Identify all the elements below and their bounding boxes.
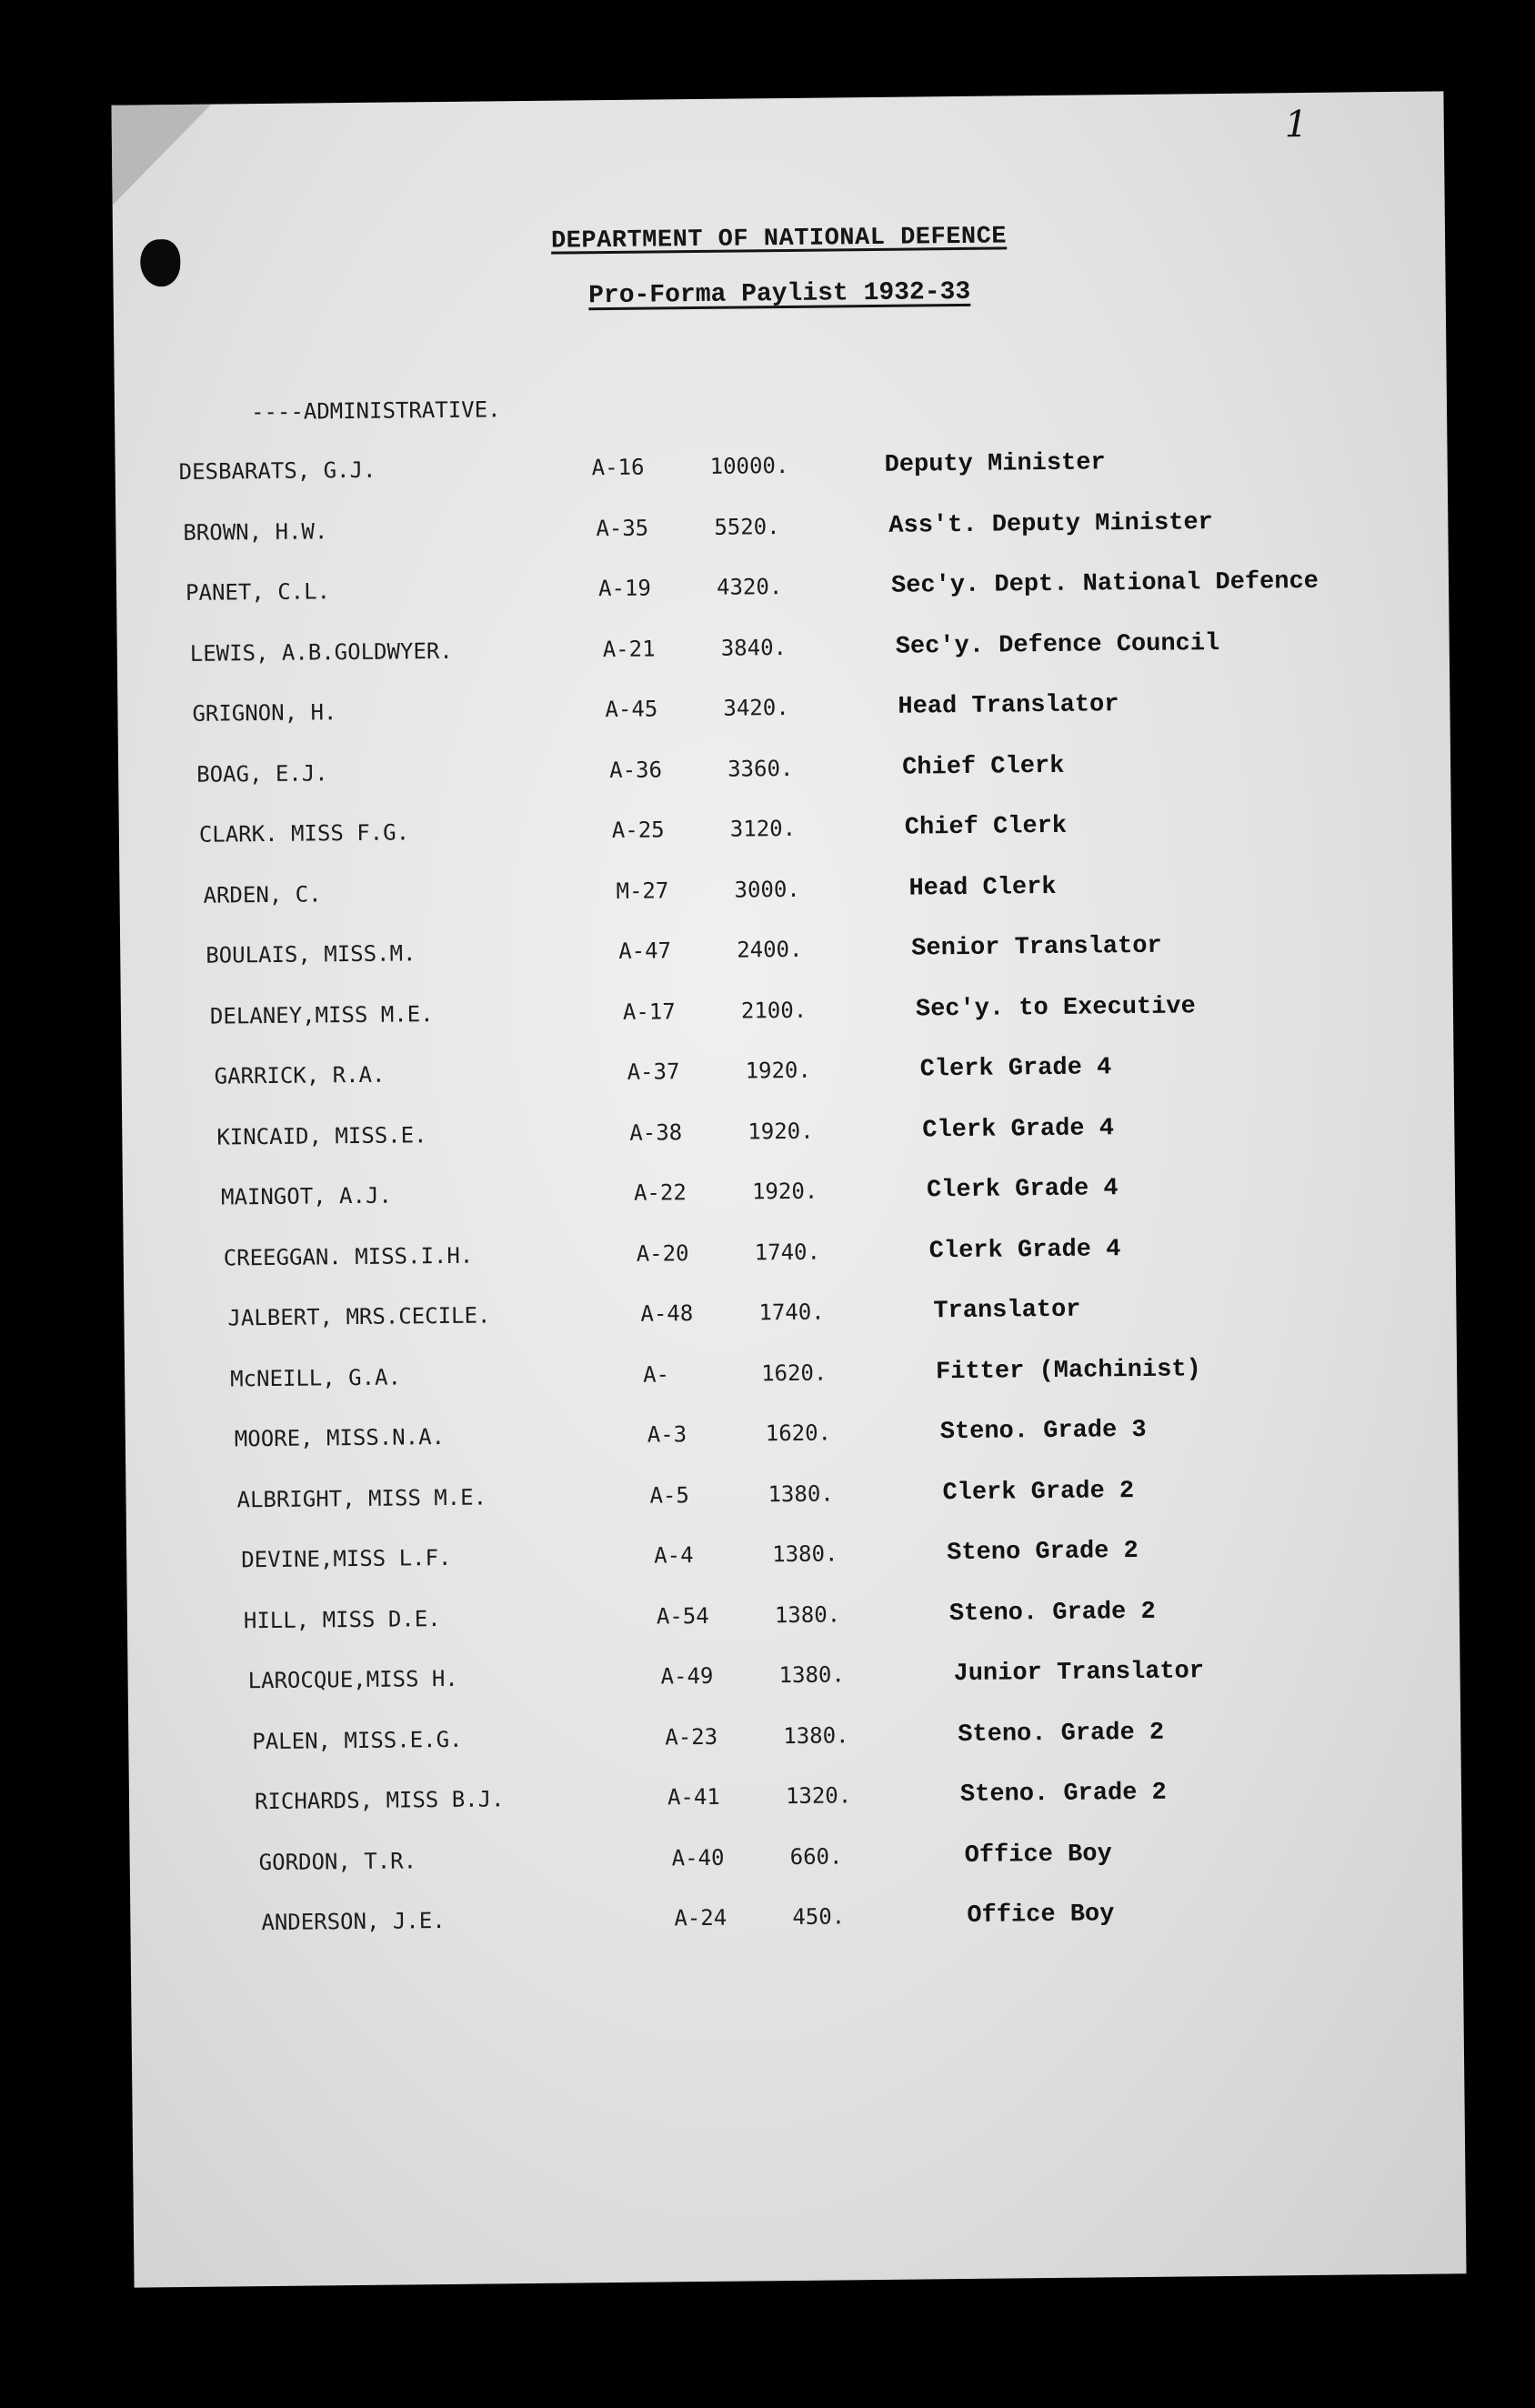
employee-name: PANET, C.L. [185, 578, 331, 606]
employee-name: GRIGNON, H. [192, 699, 337, 727]
employee-salary: 10000. [709, 452, 789, 479]
employee-position: Office Boy [967, 1901, 1115, 1930]
employee-position: Steno. Grade 2 [958, 1719, 1165, 1749]
employee-name: PALEN, MISS.E.G. [252, 1726, 463, 1754]
paylist-page [111, 91, 1466, 2287]
paylist-table [115, 446, 1463, 1972]
employee-name: ALBRIGHT, MISS M.E. [236, 1484, 487, 1512]
employee-salary: 660. [789, 1842, 843, 1870]
employee-name: DELANEY,MISS M.E. [209, 1000, 434, 1029]
employee-code: A-17 [622, 998, 676, 1025]
employee-salary: 1620. [760, 1360, 828, 1386]
employee-name: DESBARATS, G.J. [178, 457, 376, 485]
employee-position: Fitter (Machinist) [935, 1355, 1201, 1386]
document-title [113, 218, 1445, 259]
employee-salary: 1620. [765, 1420, 832, 1447]
document-subtitle [114, 273, 1446, 315]
page-number: 1 [1284, 103, 1309, 146]
employee-position: Clerk Grade 2 [942, 1477, 1135, 1507]
employee-salary: 1740. [754, 1239, 821, 1265]
table-row [130, 1897, 1463, 1972]
employee-position: Steno Grade 2 [947, 1537, 1139, 1568]
employee-position: Steno. Grade 2 [959, 1779, 1167, 1810]
employee-position: Clerk Grade 4 [926, 1175, 1119, 1205]
employee-code: A-48 [640, 1300, 694, 1327]
employee-position: Office Boy [964, 1840, 1112, 1870]
employee-salary: 1920. [751, 1178, 818, 1205]
employee-name: CREEGGAN. MISS.I.H. [223, 1242, 474, 1271]
employee-position: Chief Clerk [904, 812, 1068, 842]
employee-position: Translator [933, 1296, 1081, 1326]
employee-name: HILL, MISS D.E. [243, 1605, 441, 1633]
employee-code: A-36 [609, 756, 663, 783]
employee-code: A-3 [647, 1421, 687, 1448]
employee-position: Deputy Minister [884, 449, 1106, 479]
employee-name: LAROCQUE,MISS H. [247, 1665, 458, 1694]
employee-position: Chief Clerk [901, 752, 1065, 782]
employee-code: A-20 [636, 1239, 689, 1267]
employee-code: A-54 [656, 1602, 709, 1630]
employee-salary: 1920. [745, 1057, 812, 1084]
employee-salary: 1380. [778, 1661, 845, 1689]
employee-salary: 450. [792, 1903, 846, 1931]
employee-code: A-35 [596, 515, 649, 541]
employee-code: A-4 [654, 1542, 694, 1569]
employee-salary: 2400. [737, 936, 803, 963]
employee-position: Sec'y. Dept. National Defence [890, 567, 1319, 600]
employee-code: A-16 [591, 454, 645, 481]
employee-code: A-45 [605, 696, 658, 723]
employee-salary: 3840. [720, 634, 788, 661]
employee-code: A-5 [649, 1481, 690, 1509]
employee-salary: 1320. [785, 1782, 852, 1810]
employee-name: GORDON, T.R. [258, 1847, 417, 1875]
employee-name: CLARK. MISS F.G. [198, 819, 410, 848]
employee-salary: 3120. [729, 815, 797, 842]
employee-code: M-27 [616, 877, 669, 904]
employee-salary: 3360. [727, 755, 794, 782]
employee-salary: 4320. [716, 574, 783, 600]
employee-position: Sec'y. Defence Council [895, 629, 1220, 661]
employee-name: MOORE, MISS.N.A. [234, 1423, 446, 1452]
employee-name: McNEILL, G.A. [229, 1363, 402, 1391]
employee-name: ARDEN, C. [203, 880, 322, 908]
employee-salary: 2100. [740, 997, 808, 1024]
employee-name: BROWN, H.W. [183, 517, 328, 546]
employee-salary: 1380. [772, 1540, 838, 1568]
employee-name: DEVINE,MISS L.F. [241, 1544, 452, 1573]
employee-salary: 3420. [723, 694, 789, 721]
employee-code: A-37 [627, 1059, 680, 1085]
employee-code: A-49 [660, 1662, 714, 1690]
employee-name: BOULAIS, MISS.M. [206, 940, 416, 968]
employee-position: Junior Translator [953, 1658, 1205, 1689]
employee-salary: 3000. [734, 876, 800, 903]
employee-code: A-19 [597, 575, 652, 602]
employee-salary: 1380. [774, 1600, 841, 1628]
employee-code: A-25 [611, 817, 665, 844]
employee-code: A-40 [671, 1844, 725, 1871]
employee-code: A- [642, 1360, 670, 1388]
employee-position: Ass't. Deputy Minister [888, 508, 1213, 540]
employee-position: Clerk Grade 4 [928, 1235, 1121, 1265]
employee-salary: 5520. [714, 513, 780, 540]
employee-salary: 1740. [758, 1299, 825, 1326]
employee-salary: 1380. [768, 1480, 834, 1507]
employee-name: ANDERSON, J.E. [261, 1908, 446, 1936]
employee-name: GARRICK, R.A. [214, 1061, 386, 1089]
document-subtitle-text: Pro-Forma Paylist 1932-33 [587, 277, 971, 311]
employee-position: Clerk Grade 4 [919, 1054, 1112, 1084]
document-title-text: DEPARTMENT OF NATIONAL DEFENCE [550, 223, 1008, 256]
employee-code: A-41 [667, 1783, 720, 1811]
employee-position: Senior Translator [911, 932, 1162, 963]
employee-code: A-22 [633, 1179, 687, 1206]
employee-position: Steno. Grade 2 [948, 1598, 1156, 1628]
employee-position: Head Clerk [908, 873, 1057, 903]
employee-code: A-47 [618, 938, 672, 964]
employee-code: A-24 [674, 1904, 727, 1931]
employee-name: RICHARDS, MISS B.J. [254, 1786, 505, 1815]
employee-code: A-23 [665, 1723, 718, 1750]
employee-salary: 1920. [747, 1118, 814, 1144]
employee-name: BOAG, E.J. [196, 759, 328, 788]
employee-name: JALBERT, MRS.CECILE. [227, 1302, 491, 1331]
employee-salary: 1380. [783, 1721, 849, 1749]
employee-name: KINCAID, MISS.E. [216, 1121, 427, 1150]
employee-position: Steno. Grade 3 [939, 1416, 1147, 1447]
employee-code: A-38 [629, 1119, 683, 1146]
folded-corner [111, 105, 212, 206]
section-label: ----ADMINISTRATIVE. [250, 396, 501, 426]
employee-position: Clerk Grade 4 [922, 1114, 1115, 1144]
employee-name: MAINGOT, A.J. [220, 1182, 393, 1210]
employee-position: Sec'y. to Executive [915, 992, 1196, 1024]
employee-position: Head Translator [898, 691, 1119, 721]
employee-name: LEWIS, A.B.GOLDWYER. [189, 637, 453, 667]
employee-code: A-21 [602, 636, 656, 662]
